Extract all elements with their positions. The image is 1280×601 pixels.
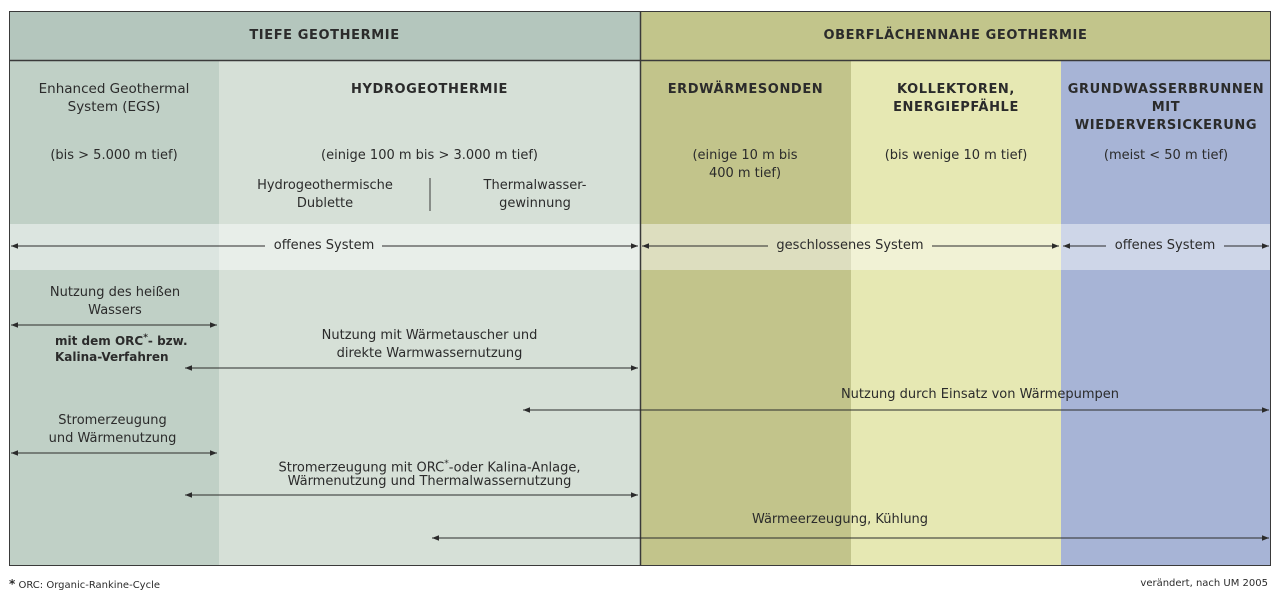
use-orc-kalina-2: - bzw. [147,334,188,348]
kollektoren-depth: (bis wenige 10 m tief) [884,148,1028,163]
use-waermetauscher-2: direkte Warmwassernutzung [336,346,523,361]
egs-title: Enhanced Geothermal System (EGS) [38,81,190,115]
group-header-tiefe: TIEFE GEOTHERMIE [249,28,400,43]
use-strom-waerme-1: Stromerzeugung [58,413,167,428]
erdwaerme-depth: (einige 10 m bis 400 m tief) [692,148,798,181]
kollektoren-title: KOLLEKTOREN, ENERGIEPFÄHLE [893,82,1019,115]
footnote-text: ORC: Organic-Rankine-Cycle [18,580,161,591]
egs-depth: (bis > 5.000 m tief) [50,148,178,163]
use-strom-orc-2: Wärmenutzung und Thermalwassernutzung [287,474,572,489]
use-strom-orc-star: * [444,459,449,469]
use-strom-waerme-2: und Wärmenutzung [48,431,177,446]
hydro-depth: (einige 100 m bis > 3.000 m tief) [321,148,538,163]
grundwasser-depth: (meist < 50 m tief) [1103,148,1229,163]
use-strom-orc-1b: -oder Kalina-Anlage, [448,460,581,476]
source-note: verändert, nach UM 2005 [1140,578,1268,589]
group-header-oberflaechennahe: OBERFLÄCHENNAHE GEOTHERMIE [823,28,1088,43]
footnote-star: * [9,577,16,591]
use-strom-orc-1a: Stromerzeugung mit ORC [278,460,445,476]
use-orc-star: * [143,333,148,343]
hydro-sub-dublette: Hydrogeothermische Dublette [257,178,393,211]
use-orc-kalina [55,330,215,365]
use-waermeerzeugung: Wärmeerzeugung, Kühlung [751,512,929,527]
system-offen-right: offenes System [1114,238,1216,253]
use-waermetauscher-1: Nutzung mit Wärmetauscher und [321,328,538,343]
use-orc-kalina-1: mit dem ORC [55,334,144,348]
use-waermepumpen: Nutzung durch Einsatz von Wärmepumpen [840,387,1120,402]
hydro-title: HYDROGEOTHERMIE [350,82,509,97]
system-geschlossen: geschlossenes System [776,238,924,253]
footnote [9,577,160,591]
grundwasser-title: GRUNDWASSERBRUNNEN MIT WIEDERVERSICKERUNG [1067,82,1265,133]
use-heisses-wasser: Nutzung des heißen Wassers [49,285,181,318]
use-orc-kalina-3: Kalina-Verfahren [55,350,169,364]
system-offen-left: offenes System [273,238,375,253]
erdwaerme-title: ERDWÄRMESONDEN [667,82,824,97]
hydro-sub-thermalwasser: Thermalwasser-gewinnung [483,178,587,211]
